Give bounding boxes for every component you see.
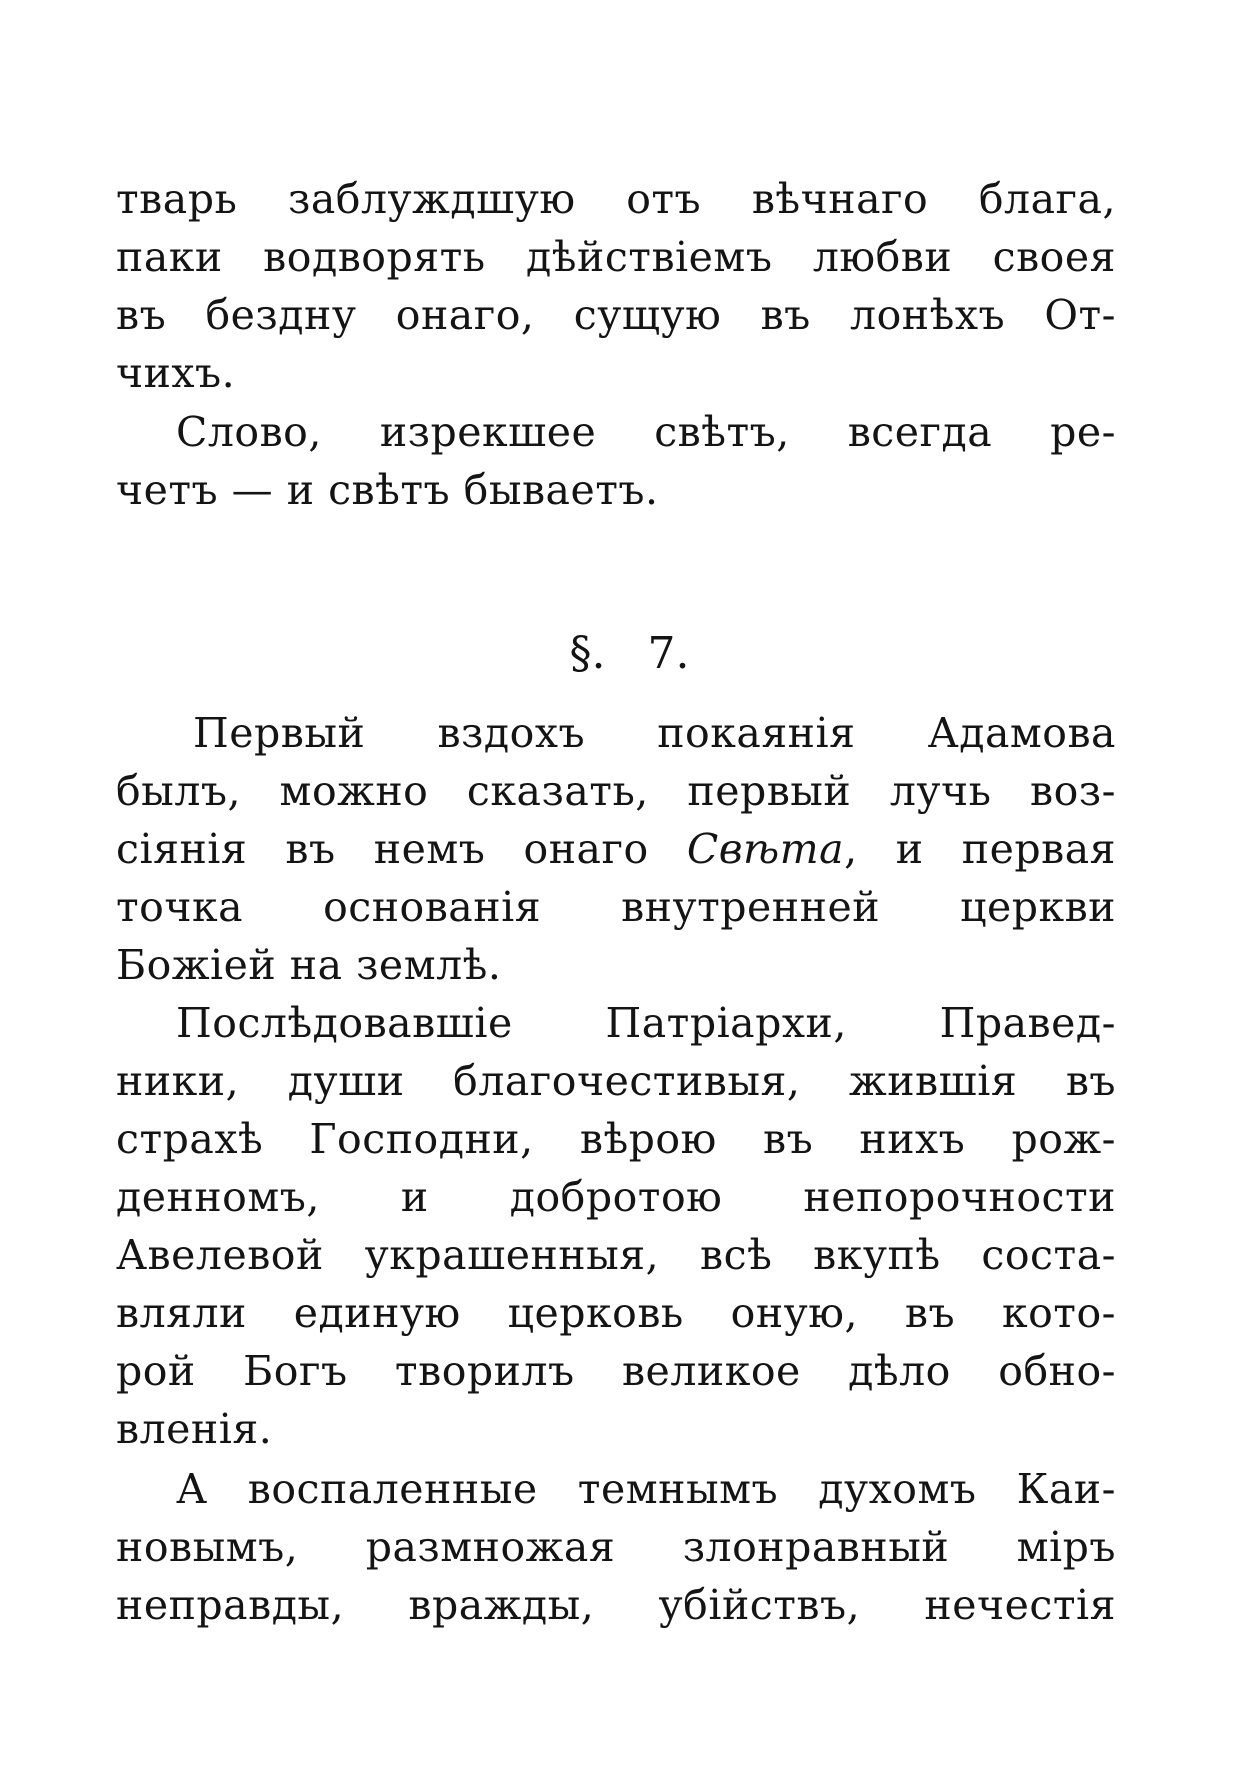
text-line: чихъ. <box>116 349 236 397</box>
text-line: Послѣдовавшіе Патріархи, Правед- <box>176 999 1116 1047</box>
italic-word: Свѣта <box>686 825 845 873</box>
text-line: точка основанія внутренней церкви <box>116 883 1116 931</box>
text-line: былъ, можно сказать, первый лучь воз- <box>116 767 1116 815</box>
text-line: Авелевой украшенныя, всѣ вкупѣ соста- <box>116 1231 1116 1279</box>
text-line: вленія. <box>116 1405 273 1453</box>
text-line: Божіей на землѣ. <box>116 941 502 989</box>
text-line: ники, души благочестивыя, жившія въ <box>116 1057 1116 1105</box>
text-line: Первый вздохъ покаянія Адамова <box>193 709 1116 757</box>
text-line: страхѣ Господни, вѣрою въ нихъ рож- <box>116 1115 1116 1163</box>
text-line: паки водворять дѣйствіемъ любви своея <box>116 233 1116 281</box>
text-line: денномъ, и добротою непорочности <box>116 1173 1116 1221</box>
text-line: Слово, изрекшее свѣтъ, всегда ре- <box>176 408 1116 456</box>
section-heading: §. 7. <box>569 628 690 679</box>
text-line: четъ — и свѣтъ бываетъ. <box>116 466 659 514</box>
text-segment: сіянія въ немъ онаго <box>116 825 649 873</box>
text-segment: , и первая <box>844 825 1117 873</box>
text-line: рой Богъ творилъ великое дѣло обно- <box>116 1347 1116 1395</box>
text-line: тварь заблуждшую отъ вѣчнаго блага, <box>116 175 1116 223</box>
text-line: новымъ, размножая злонравный міръ <box>116 1523 1116 1571</box>
text-line: А воспаленные темнымъ духомъ Каи- <box>176 1465 1116 1513</box>
text-line-with-italic <box>116 820 1116 878</box>
text-line: неправды, вражды, убійствъ, нечестія <box>116 1581 1116 1629</box>
text-line: въ бездну онаго, сущую въ лонѣхъ От- <box>116 291 1116 339</box>
text-line: вляли единую церковь оную, въ кото- <box>116 1289 1116 1337</box>
